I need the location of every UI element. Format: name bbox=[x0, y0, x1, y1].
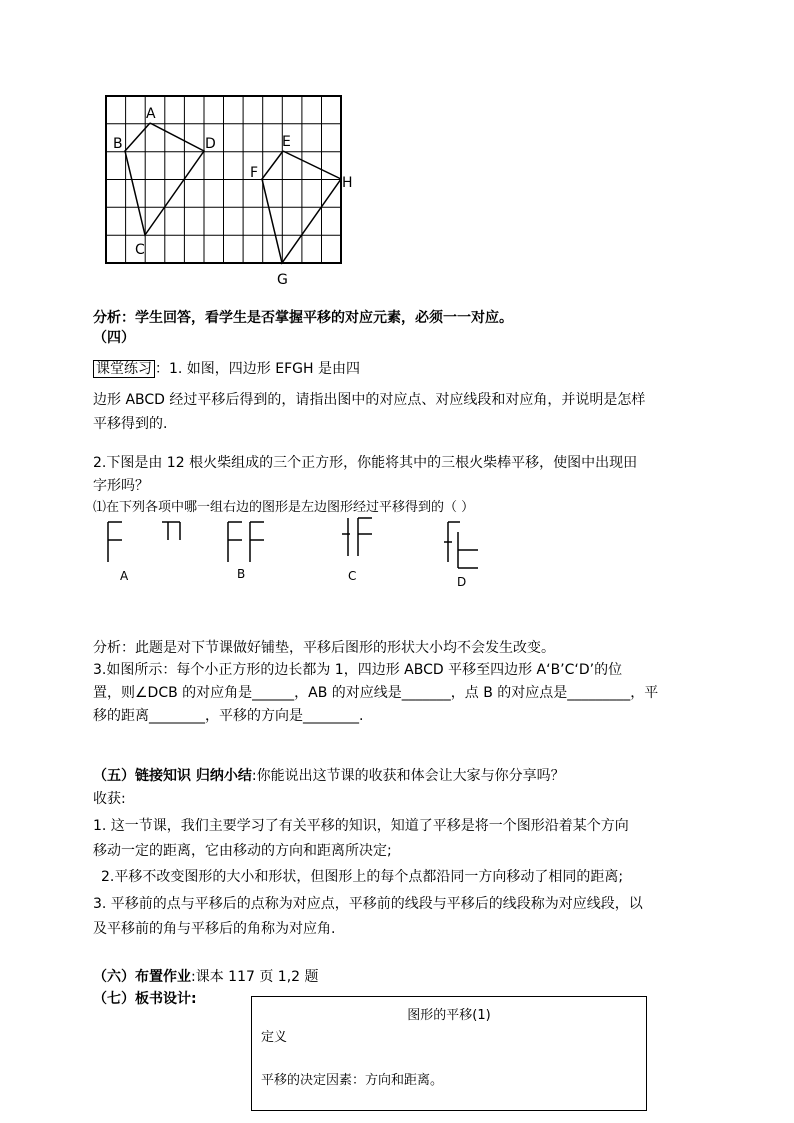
q2-line-b: 字形吗？ bbox=[93, 478, 149, 494]
option-d-figure bbox=[444, 522, 478, 568]
option-b-label: B bbox=[237, 567, 246, 581]
label-c: C bbox=[135, 242, 145, 258]
section-6-text: :课本 117 页 1,2 题 bbox=[191, 969, 319, 985]
board-title: 图形的平移(1) bbox=[407, 1008, 491, 1023]
harvest-2: 2.平移不改变图形的大小和形状，但图形上的每个点都沿同一方向移动了相同的距离; bbox=[101, 869, 624, 885]
q2-sub: ⑴在下列各项中哪一组右边的图形是左边图形经过平移得到的（ ） bbox=[93, 500, 475, 515]
practice-q1-a: ：1. 如图，四边形 EFGH 是由四 bbox=[155, 361, 360, 377]
option-c-label: C bbox=[348, 569, 357, 583]
option-d-label: D bbox=[457, 575, 467, 589]
harvest-3a: 3. 平移前的点与平移后的点称为对应点，平移前的线段与平移后的线段称为对应线段，以 bbox=[93, 896, 643, 912]
harvest-label: 收获: bbox=[93, 791, 126, 807]
section-6 bbox=[93, 966, 319, 986]
label-e: E bbox=[282, 134, 291, 150]
label-h: H bbox=[342, 175, 353, 191]
grid-figure bbox=[100, 90, 360, 290]
practice-q1-c: 平移得到的. bbox=[93, 416, 168, 432]
section-5 bbox=[93, 765, 565, 785]
grid-lines bbox=[106, 96, 341, 263]
board-design-box bbox=[251, 996, 647, 1111]
q3-line-a: 3.如图所示：每个小正方形的边长都为 1，四边形 ABCD 平移至四边形 A‘B’C‘D’的位 bbox=[93, 662, 623, 678]
board-line-2: 平移的决定因素：方向和距离。 bbox=[261, 1073, 444, 1088]
q2-line-a: 2.下图是由 12 根火柴组成的三个正方形，你能将其中的三根火柴棒平移，使图中出现田 bbox=[93, 455, 638, 471]
board-line-1: 定义 bbox=[261, 1030, 288, 1045]
section-6-title: （六）布置作业 bbox=[93, 969, 191, 985]
practice-q1-b: 边形 ABCD 经过平移后得到的，请指出图中的对应点、对应线段和对应角，并说明是怎样 bbox=[93, 392, 646, 408]
option-a-label: A bbox=[120, 569, 129, 583]
option-a-figure bbox=[108, 522, 180, 562]
q3-line-c: 移的距离________，平移的方向是________. bbox=[93, 708, 364, 724]
label-f: F bbox=[250, 165, 259, 181]
harvest-1b: 移动一定的距离，它由移动的方向和距离所决定; bbox=[93, 843, 392, 859]
section-5-text: :你能说出这节课的收获和体会让大家与你分享吗？ bbox=[251, 768, 565, 784]
label-b: B bbox=[113, 136, 123, 152]
section-4-heading: （四） bbox=[93, 330, 135, 346]
label-a: A bbox=[146, 106, 156, 122]
analysis-1: 分析：学生回答，看学生是否掌握平移的对应元素，必须一一对应。 bbox=[93, 310, 513, 326]
options-figure bbox=[100, 512, 500, 592]
q3-line-b: 置，则∠DCB 的对应角是______，AB 的对应线是_______，点 B 的对应点是_________，平 bbox=[93, 685, 659, 701]
option-c-figure bbox=[342, 518, 372, 556]
section-7-title: （七）板书设计: bbox=[93, 991, 197, 1007]
harvest-1a: 1. 这一节课，我们主要学习了有关平移的知识，知道了平移是将一个图形沿着某个方向 bbox=[93, 818, 629, 834]
harvest-3b: 及平移前的角与平移后的角称为对应角. bbox=[93, 921, 336, 937]
practice-label: 课堂练习 bbox=[93, 360, 155, 378]
label-g: G bbox=[277, 272, 288, 288]
practice-line-1 bbox=[93, 358, 360, 378]
option-b-figure bbox=[228, 522, 264, 562]
label-d: D bbox=[205, 136, 216, 152]
analysis-2: 分析：此题是对下节课做好铺垫，平移后图形的形状大小均不会发生改变。 bbox=[93, 640, 555, 656]
section-5-title: （五）链接知识 归纳小结 bbox=[93, 768, 252, 784]
